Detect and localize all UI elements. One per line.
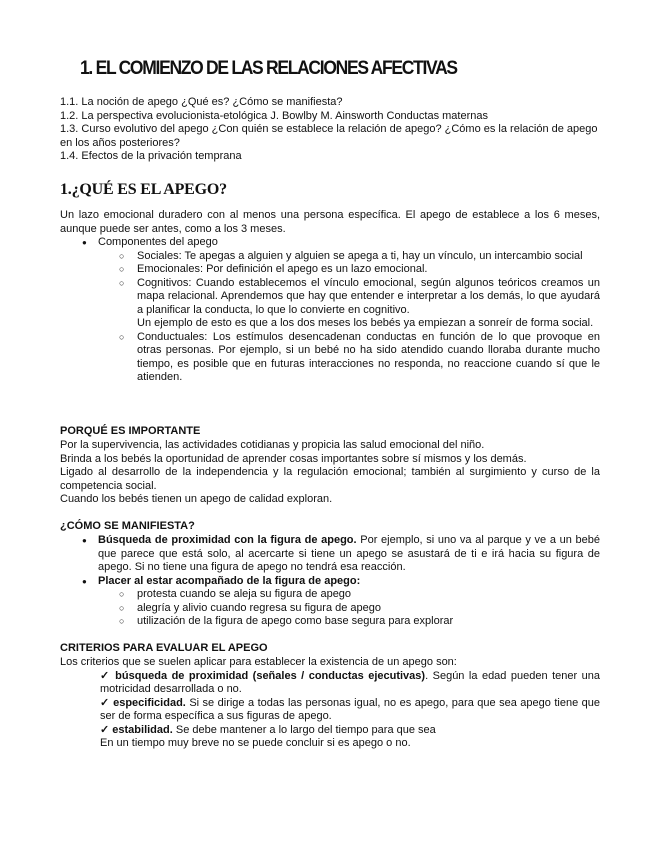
bullet-bold: Búsqueda de proximidad con la figura de apego. [98, 534, 357, 546]
list-item [60, 575, 600, 589]
toc-item: 1.1. La noción de apego ¿Qué es? ¿Cómo se manifiesta? [60, 96, 343, 108]
paragraph-line: Por la supervivencia, las actividades cotidianas y propicia las salud emocional del niño. [60, 439, 485, 451]
manifest-list [60, 534, 600, 629]
intro-paragraph: Un lazo emocional duradero con al menos una persona específica. El apego de establece a los 6 meses, aunque puede ser antes, como a los 3 meses. [60, 209, 600, 235]
paragraph-line: Ligado al desarrollo de la independencia y la regulación emocional; también al surgimiento y curso de la competencia social. [60, 466, 600, 492]
list-item: ○ Conductuales: Los estímulos desencadenan conductas en función de lo que provoque en otras personas. Por ejemplo, si un bebé no ha sido atendido cuando lloraba durante mucho tiempo, es posible que en futuras interacciones no responda, no reaccione cuando sí que le atienden. [60, 331, 600, 385]
bullet-text: Por ejemplo, si uno va al parque y ve a un bebé que parece que está solo, al acercarte si tiene un apego se asustará de ti e irá hacia su figura de apego. Si no tiene una figura de apego no tendrá esa reacción. [98, 534, 600, 573]
section-heading-criterios: CRITERIOS PARA EVALUAR EL APEGO [60, 642, 268, 654]
criterion-bold: estabilidad. [112, 723, 173, 736]
components-list [60, 236, 600, 385]
bullet-bold: Placer al estar acompañado de la figura de apego: [98, 574, 361, 587]
criterion-bold: búsqueda de proximidad (señales / conductas ejecutivas) [115, 669, 426, 682]
list-item: ○ alegría y alivio cuando regresa su figura de apego [60, 602, 600, 616]
section-como-se-manifiesta [60, 534, 600, 629]
list-item: ○ Sociales: Te apegas a alguien y alguien se apega a ti, hay un vínculo, un intercambio social [60, 250, 600, 264]
criterion-bold: especificidad. [113, 696, 186, 709]
paragraph-line: Brinda a los bebés la oportunidad de aprender cosas importantes sobre sí mismos y los demás. [60, 452, 527, 465]
criterion-item [60, 697, 600, 724]
criterion-text: . Según la edad pueden tener una motricidad desarrollada o no. [100, 669, 601, 695]
cognitive-text: Cognitivos: Cuando establecemos el vínculo emocional, según algunos teóricos creamos un mapa relacional. Aprendemos que hay que entender e interpretar a los demás, lo que ayudará a planificar la conducta, lo que lo convierte en cognitivo. [137, 276, 600, 316]
intro-paragraph: Los criterios que se suelen aplicar para establecer la existencia de un apego son: [60, 656, 457, 668]
section-heading-importancia: PORQUÉ ES IMPORTANTE [60, 425, 201, 437]
section-importancia [60, 439, 600, 507]
checkmark-icon: ✓ [100, 669, 111, 682]
list-item [60, 277, 600, 331]
criterion-text: Si se dirige a todas las personas igual, no es apego, para que sea apego tiene que ser de forma específica a sus figuras de apego. [100, 696, 600, 722]
paragraph-line: Cuando los bebés tienen un apego de calidad exploran. [60, 493, 333, 505]
list-item [60, 534, 600, 575]
page-title: 1. EL COMIENZO DE LAS RELACIONES AFECTIVAS [80, 58, 457, 79]
section-criterios [60, 656, 600, 751]
criterion-text: Se debe mantener a lo largo del tiempo para que sea [172, 723, 436, 736]
section-heading-como-se-manifiesta: ¿CÓMO SE MANIFIESTA? [60, 520, 195, 532]
criterion-item [60, 670, 600, 697]
closing-line: En un tiempo muy breve no se puede concluir si es apego o no. [100, 737, 411, 749]
toc-item: 1.4. Efectos de la privación temprana [60, 150, 242, 162]
list-item: ○ protesta cuando se aleja su figura de apego [60, 588, 600, 602]
cognitive-example: Un ejemplo de esto es que a los dos meses los bebés ya empiezan a sonreír de forma social. [137, 317, 594, 329]
checkmark-icon: ✓ [100, 723, 110, 736]
list-item: ● Componentes del apego [60, 236, 600, 250]
section-que-es-apego [60, 209, 600, 385]
toc-item: 1.2. La perspectiva evolucionista-etológica J. Bowlby M. Ainsworth Conductas maternas [60, 109, 488, 122]
toc-item: 1.3. Curso evolutivo del apego ¿Con quién se establece la relación de apego? ¿Cómo es la relación de apego en los años posteriores? [60, 123, 598, 149]
list-item: ○ utilización de la figura de apego como base segura para explorar [60, 615, 600, 629]
checkmark-icon: ✓ [100, 696, 110, 709]
list-item: ○ Emocionales: Por definición el apego es un lazo emocional. [60, 263, 600, 277]
criterion-item [60, 724, 600, 738]
table-of-contents [60, 96, 600, 164]
section-heading-que-es-apego: 1.¿QUÉ ES EL APEGO? [60, 181, 227, 198]
